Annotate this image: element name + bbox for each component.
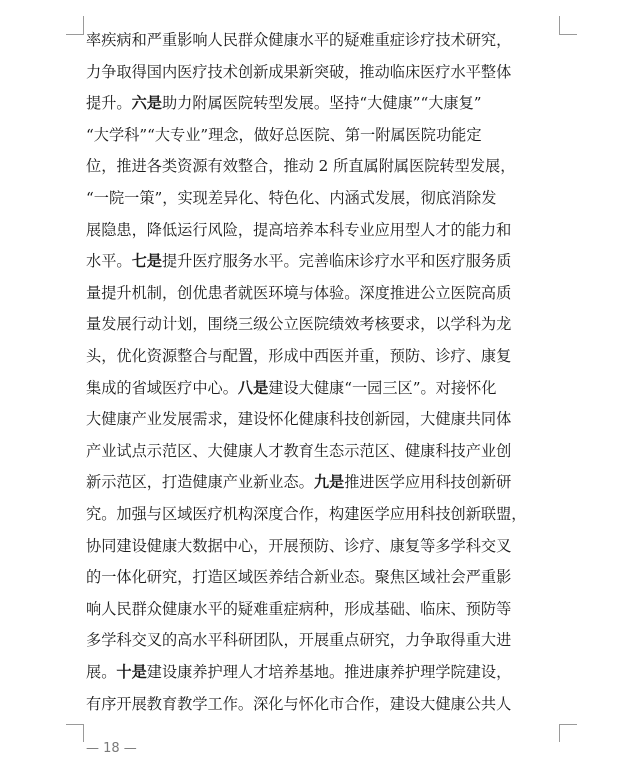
crop-mark-bottom-right-v <box>559 724 560 742</box>
text-line <box>86 62 556 82</box>
text-run: 头，优化资源整合与配置，形成中西医并重，预防、诊疗、康复 <box>86 347 512 365</box>
text-line <box>86 441 556 461</box>
text-line <box>86 251 556 271</box>
text-run: “大学科”“大专业”理念，做好总医院、第一附属医院功能定 <box>86 125 482 144</box>
text-run: 量提升机制，创优患者就医环境与体验。深度推进公立医院高质 <box>86 283 512 302</box>
text-line <box>86 409 556 429</box>
bold-ordinal: 八是 <box>237 378 269 397</box>
text-line <box>86 378 556 398</box>
text-run: 究。加强与区域医疗机构深度合作，构建医学应用科技创新联盟， <box>86 505 527 523</box>
bold-ordinal: 九是 <box>313 473 345 492</box>
text-line <box>86 220 556 240</box>
text-run: 率疾病和严重影响人民群众健康水平的疑难重症诊疗技术研究， <box>86 31 512 49</box>
text-run: 建设康养护理人才培养基地。推进康养护理学院建设， <box>146 663 512 681</box>
text-line <box>86 694 556 714</box>
crop-mark-top-right-v <box>559 16 560 35</box>
text-line <box>86 346 556 366</box>
crop-mark-bottom-left-v <box>83 724 84 742</box>
bold-ordinal: 六是 <box>131 94 162 113</box>
text-run: 有序开展教育教学工作。深化与怀化市合作，建设大健康公共人 <box>86 694 512 713</box>
text-run: 力争取得国内医疗技术创新成果新突破，推动临床医疗水平整体 <box>86 62 512 81</box>
text-line <box>86 188 556 208</box>
crop-mark-bottom-right-h <box>559 724 577 725</box>
text-run: “一院一策”，实现差异化、特色化、内涵式发展，彻底消除发 <box>86 189 497 207</box>
text-run: 展。 <box>86 663 117 681</box>
page-number: — 18 — <box>86 741 137 756</box>
text-run: 集成的省域医疗中心。 <box>86 378 238 397</box>
text-run: 提升。 <box>86 94 132 113</box>
text-line <box>86 283 556 303</box>
text-line <box>86 472 556 492</box>
text-line <box>86 93 556 113</box>
text-line <box>86 504 556 524</box>
text-line <box>86 662 556 682</box>
text-run: 水平。 <box>86 252 132 271</box>
text-line <box>86 536 556 556</box>
crop-mark-top-left-h <box>66 34 84 35</box>
text-run: 量发展行动计划，围绕三级公立医院绩效考核要求，以学科为龙 <box>86 315 512 334</box>
text-run: 位，推进各类资源有效整合，推动 2 所直属附属医院转型发展， <box>86 157 516 176</box>
text-line <box>86 156 556 176</box>
crop-mark-top-left-v <box>83 16 84 35</box>
text-run: 的一体化研究，打造区域医养结合新业态。聚焦区域社会严重影 <box>86 568 512 587</box>
text-line <box>86 314 556 334</box>
text-run: 建设大健康“一园三区”。对接怀化 <box>268 378 497 397</box>
text-run: 多学科交叉的高水平科研团队，开展重点研究，力争取得重大进 <box>86 631 512 650</box>
text-line <box>86 567 556 587</box>
text-run: 产业试点示范区、大健康人才教育生态示范区、健康科技产业创 <box>86 441 512 460</box>
bold-ordinal: 七是 <box>131 252 162 271</box>
text-line <box>86 125 556 145</box>
text-run: 提升医疗服务水平。完善临床诊疗水平和医疗服务质 <box>161 252 512 271</box>
crop-mark-top-right-h <box>559 34 577 35</box>
crop-mark-bottom-left-h <box>66 724 84 725</box>
text-line <box>86 599 556 619</box>
text-line <box>86 630 556 650</box>
text-run: 响人民群众健康水平的疑难重症病种，形成基础、临床、预防等 <box>86 599 512 618</box>
text-run: 展隐患，降低运行风险，提高培养本科专业应用型人才的能力和 <box>86 220 512 239</box>
text-run: 推进医学应用科技创新研 <box>344 473 512 492</box>
text-line <box>86 30 556 50</box>
text-run: 新示范区，打造健康产业新业态。 <box>86 473 314 492</box>
text-run: 助力附属医院转型发展。坚持“大健康”“大康复” <box>161 94 482 113</box>
bold-ordinal: 十是 <box>116 663 147 681</box>
text-run: 协同建设健康大数据中心，开展预防、诊疗、康复等多学科交叉 <box>86 536 512 555</box>
text-run: 大健康产业发展需求，建设怀化健康科技创新园，大健康共同体 <box>86 410 512 429</box>
